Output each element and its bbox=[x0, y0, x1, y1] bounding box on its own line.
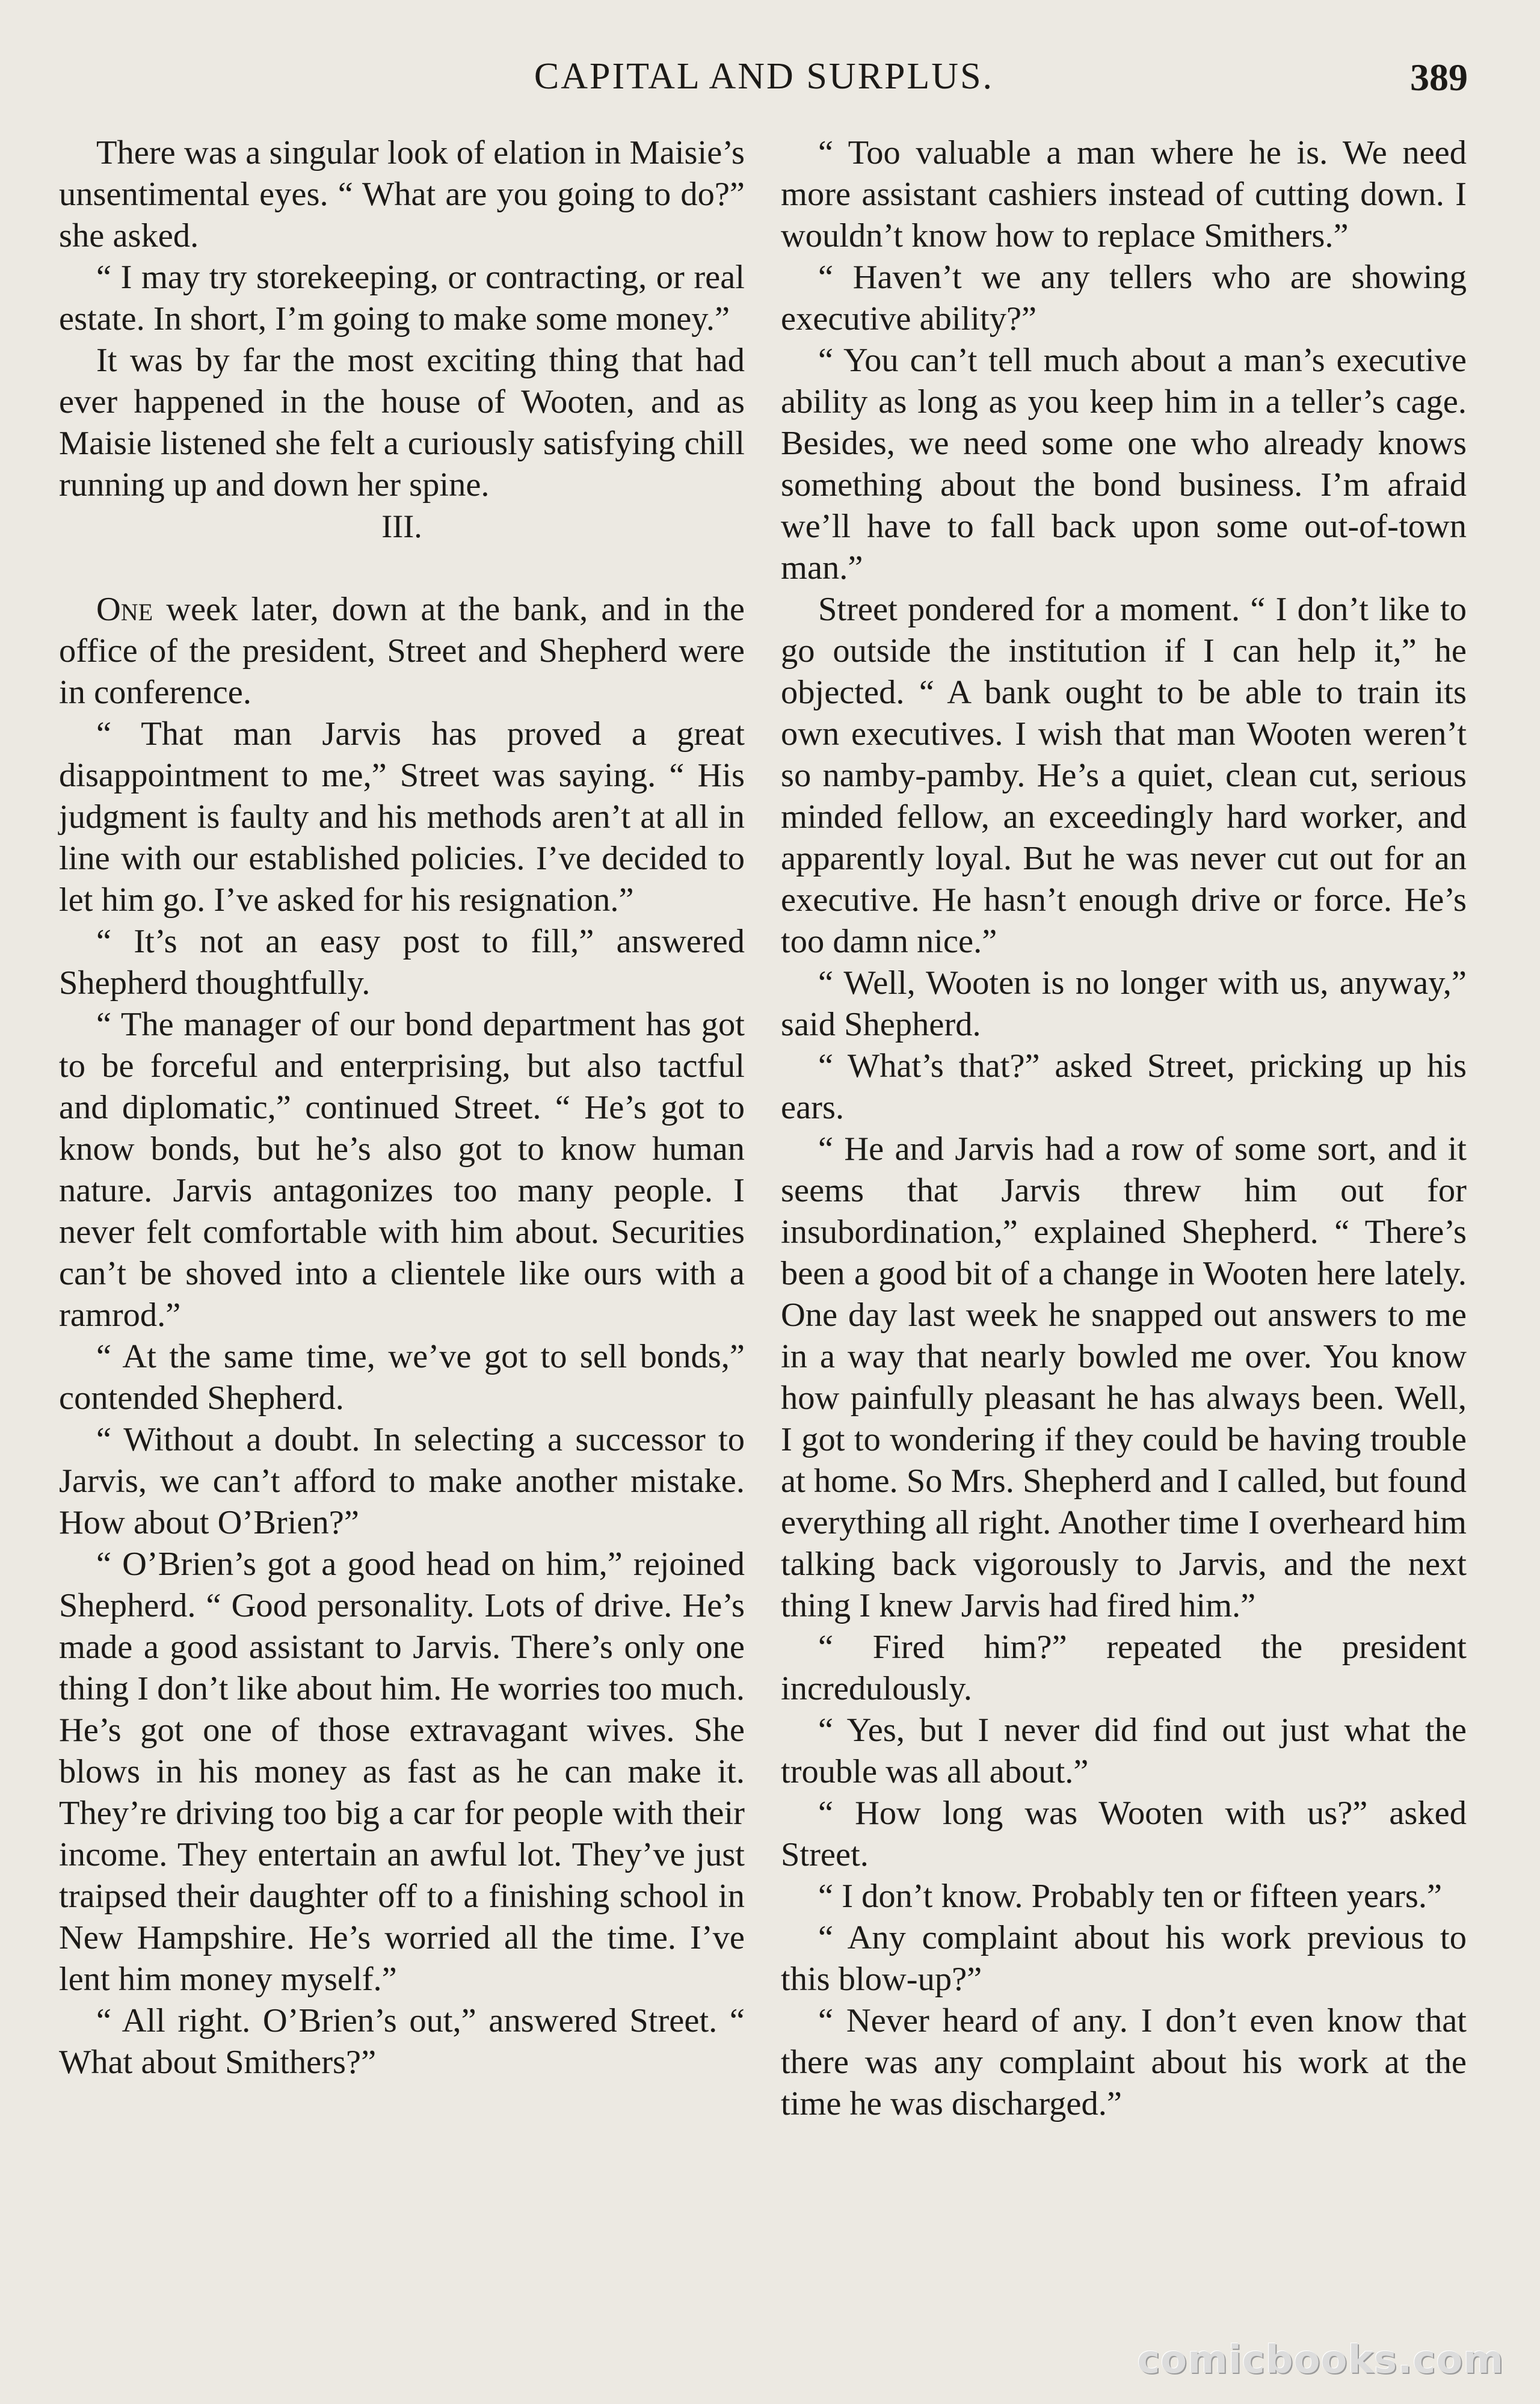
lead-word: One bbox=[96, 591, 153, 628]
page-number: 389 bbox=[1410, 56, 1468, 99]
paragraph: “ Too valuable a man where he is. We need more assistant cashiers instead of cutting down. I wouldn’t know how to replace Smithers.” bbox=[781, 134, 1467, 254]
paragraph: “ It’s not an easy post to fill,” answered Shepherd thoughtfully. bbox=[59, 923, 745, 1002]
paragraph: There was a singular look of elation in Maisie’s unsentimental eyes. “ What are you going to do?” she asked. bbox=[59, 134, 745, 254]
paragraph: “ Any complaint about his work previous to this blow-up?” bbox=[781, 1919, 1467, 1998]
paragraph: “ He and Jarvis had a row of some sort, and it seems that Jarvis threw him out for insubordination,” explained Shepherd. “ There’s been a good bit of a change in Wooten here lately. One day last week he snapped out answers to me in a way that nearly bowled me over. You know how painfully pleasant he has always been. Well, I got to wondering if they could be having trouble at home. So Mrs. Shepherd and I called, but found everything all right. Another time I overheard him talking back vigorously to Jarvis, and the next thing I knew Jarvis had fired him.” bbox=[781, 1130, 1467, 1624]
paragraph: “ Haven’t we any tellers who are showing executive ability?” bbox=[781, 259, 1467, 337]
paragraph: “ What’s that?” asked Street, pricking up his ears. bbox=[781, 1047, 1467, 1126]
paragraph: Street pondered for a moment. “ I don’t like to go outside the institution if I can help it,” he objected. “ A bank ought to be able to train its own executives. I wish that man Wooten weren’t so namby-pamby. He’s a quiet, clean cut, serious minded fellow, an exceedingly hard worker, and apparently loyal. But he was never cut out for an executive. He hasn’t enough drive or force. He’s too damn nice.” bbox=[781, 591, 1467, 960]
paragraph: “ The manager of our bond department has got to be forceful and enterprising, but also tactful and diplomatic,” continued Street. “ He’s got to know bonds, but he’s also got to know human nature. Jarvis antagonizes too many people. I never felt comfortable with him about. Securities can’t be shoved into a clientele like ours with a ramrod.” bbox=[59, 1006, 745, 1334]
paragraph bbox=[59, 589, 745, 713]
paragraph: “ That man Jarvis has proved a great disappointment to me,” Street was saying. “ His judgment is faulty and his methods aren’t at all in line with our established policies. I’ve decided to let him go. I’ve asked for his resignation.” bbox=[59, 715, 745, 919]
paragraph: “ Without a doubt. In selecting a successor to Jarvis, we can’t afford to make another mistake. How about O’Brien?” bbox=[59, 1421, 745, 1541]
paragraph: “ Yes, but I never did find out just what the trouble was all about.” bbox=[781, 1712, 1467, 1790]
paragraph: “ I may try storekeeping, or contracting, or real estate. In short, I’m going to make some money.” bbox=[59, 259, 745, 337]
section-heading: III. bbox=[381, 508, 422, 544]
left-column bbox=[59, 132, 745, 2083]
paragraph: “ You can’t tell much about a man’s executive ability as long as you keep him in a teller’s cage. Besides, we need some one who already knows something about the bond business. I’m afraid we’ll have to fall back upon some out-of-town man.” bbox=[781, 342, 1467, 587]
paragraph: “ Never heard of any. I don’t even know that there was any complaint about his work at the time he was discharged.” bbox=[781, 2002, 1467, 2122]
paragraph-text: week later, down at the bank, and in the office of the president, Street and Shepherd were in conference. bbox=[59, 591, 745, 711]
paragraph: “ How long was Wooten with us?” asked Street. bbox=[781, 1795, 1467, 1873]
paragraph: “ Well, Wooten is no longer with us, anyway,” said Shepherd. bbox=[781, 964, 1467, 1043]
paragraph: “ O’Brien’s got a good head on him,” rejoined Shepherd. “ Good personality. Lots of drive. He’s made a good assistant to Jarvis. There’s only one thing I don’t like about him. He worries too much. He’s got one of those extravagant wives. She blows in his money as fast as he can make it. They’re driving too big a car for people with their income. They entertain an awful lot. They’ve just traipsed their daughter off to a finishing school in New Hampshire. He’s worried all the time. I’ve lent him money myself.” bbox=[59, 1546, 745, 1998]
watermark: comicbooks.com bbox=[1137, 2338, 1504, 2382]
page-header bbox=[60, 55, 1468, 103]
running-title: CAPITAL AND SURPLUS. bbox=[534, 56, 994, 97]
paragraph: “ At the same time, we’ve got to sell bonds,” contended Shepherd. bbox=[59, 1338, 745, 1417]
paragraph: “ Fired him?” repeated the president incredulously. bbox=[781, 1629, 1467, 1707]
paragraph: “ I don’t know. Probably ten or fifteen years.” bbox=[818, 1878, 1443, 1915]
right-column bbox=[781, 132, 1467, 2125]
paragraph: It was by far the most exciting thing that had ever happened in the house of Wooten, and as Maisie listened she felt a curiously satisfying chill running up and down her spine. bbox=[59, 342, 745, 504]
paragraph: “ All right. O’Brien’s out,” answered Street. “ What about Smithers?” bbox=[59, 2002, 745, 2081]
